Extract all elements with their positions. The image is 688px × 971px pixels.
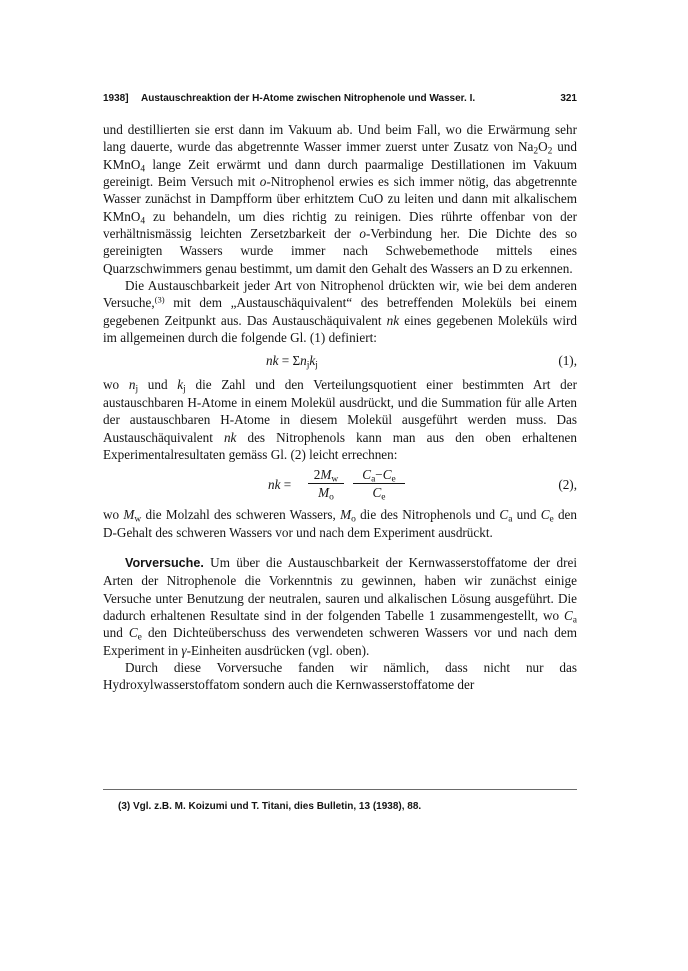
page-number: 321 [560, 93, 577, 104]
article-body [103, 121, 577, 694]
paragraph-findings: Durch diese Vorversuche fanden wir nämlich, dass nicht nur das Hydroxylwasserstoffatom sondern auch die Kernwasserstoffatome der [103, 659, 577, 693]
equation-2-number: (2), [558, 477, 577, 493]
equation-2-fraction-1: $\frac{2M_w}{M_o}$ [308, 466, 344, 502]
paragraph-purification: und destillierten sie erst dann im Vakuum ab. Und beim Fall, wo die Erwärmung sehr lang dauerte, wurde das abgetrennte Wasser immer zuerst unter Zusatz von $Na_2O_2$ und KMnO$_4$ lange Zeit erwärmt und dann durch paarmalige Destillationen im Vakuum gereinigt. Beim Versuch mit o-Nitrophenol erwies es sich immer nötig, das abgetrennte Wasser zunächst in Dampfform über erhitztem CuO zu leiten und dann mit alkalischem KMnO$_4$ zu behandeln, um dies richtig zu reinigen. Dies rührte offenbar von der verhältnismässig leichten Zersetzbarkeit der o-Verbindung her. Die Dichte des so gereinigten Wassers wurde immer nach Schwebemethode mittels eines Quarzschwimmers genau bestimmt, um damit den Gehalt des Wassers an D zu erkennen. [103, 122, 577, 276]
running-header [103, 93, 577, 104]
equation-1 [103, 350, 577, 372]
paragraph-vorversuche: Vorversuche. Um über die Austauschbarkeit der Kernwasserstoffatome der drei Arten der Nitrophenole die Vorkenntnis zu gewinnen, haben wir zunächst einige Versuche unter Benutzung der neutralen, sauren und alkalischen Lösung ausgeführt. Die dadurch erhaltenen Resultate sind in der folgenden Tabelle 1 zusammengestellt, wo $C_a$ und $C_e$ den Dichteüberschuss des verwendeten schweren Wassers vor und nach dem Experiment in γ-Einheiten ausdrücken (vgl. oben). [103, 554, 577, 658]
paragraph-definitions: wo $n_j$ und $k_j$ die Zahl und den Verteilungsquotient einer bestimmten Art der austauschbaren H-Atome in einem Molekül ausdrückt, und die Summation für alle Arten der austauschbaren H-Atome in diesem Molekül ausgeführt werden muss. Das Austauschäquivalent nk des Nitrophenols kann man aus den oben erhaltenen Experimentalresultaten gemäss Gl. (2) leicht errechnen: [103, 377, 577, 462]
header-title: Austauschreaktion der H-Atome zwischen Nitrophenole und Wasser. I. [141, 93, 476, 104]
footnote-ref: (3) [154, 294, 165, 305]
paragraph-exchange-equivalent: Die Austauschbarkeit jeder Art von Nitrophenol drückten wir, wie bei dem anderen Versuche,$^{(3)}$ mit dem „Austauschäquivalent“ des betreffenden Moleküls bei einem gegebenen Zeitpunkt aus. Das Austauschäquivalent nk eines gegebenen Moleküls wird im allgemeinen durch die folgende Gl. (1) definiert: [103, 278, 577, 346]
equation-1-formula: nk = $\Sigma n_jk_j$ [266, 353, 318, 371]
footnote-divider [103, 789, 577, 790]
equation-1-number: (1), [558, 353, 577, 369]
paragraph-symbols: wo $M_w$ die Molzahl des schweren Wassers, $M_o$ die des Nitrophenols und $C_a$ und $C_e$ den D-Gehalt des schweren Wassers vor und nach dem Experiment ausdrückt. [103, 507, 578, 540]
equation-2-fraction-2: $\frac{C_a-C_e}{C_e}$ [353, 466, 405, 502]
equation-2-lhs: nk = [268, 477, 292, 493]
section-heading: Vorversuche. [125, 555, 204, 570]
section-gap [103, 541, 577, 554]
header-year: 1938] [103, 93, 129, 104]
equation-2 [103, 466, 577, 504]
footnote: (3) Vgl. z.B. M. Koizumi und T. Titani, dies Bulletin, 13 (1938), 88. [118, 801, 422, 812]
